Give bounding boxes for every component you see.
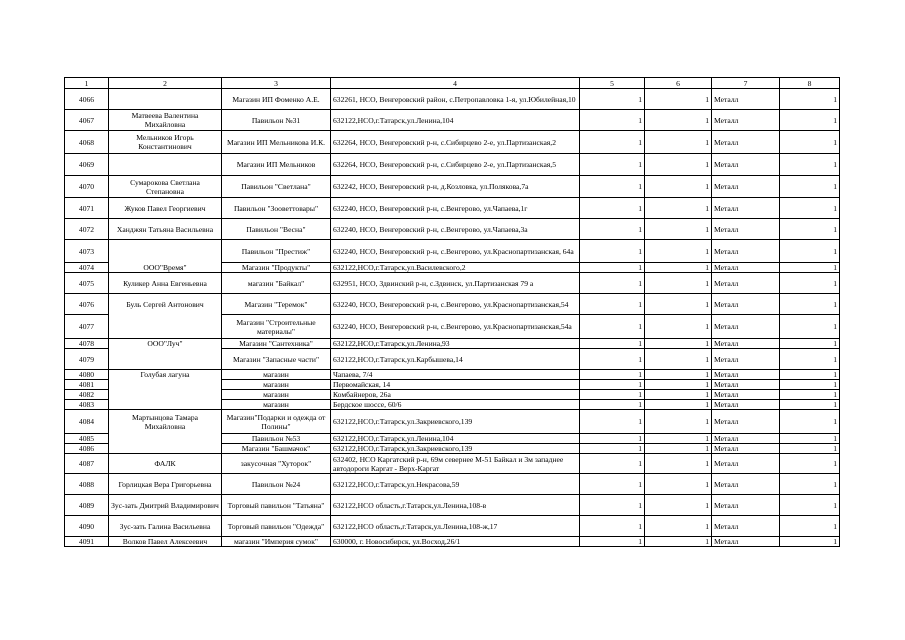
col6-value: 1 [645, 454, 712, 474]
row-number: 4088 [65, 474, 109, 495]
col5-value: 1 [580, 474, 645, 495]
row-number: 4079 [65, 349, 109, 370]
table-row [65, 474, 840, 495]
col8-value: 1 [780, 154, 840, 176]
col8-value: 1 [780, 273, 840, 294]
owner-name: Матвеева Валентина Михайловна [109, 110, 222, 131]
col6-value: 1 [645, 263, 712, 273]
owner-name [109, 154, 222, 176]
row-number: 4068 [65, 131, 109, 154]
table-row [65, 263, 840, 273]
col5-value: 1 [580, 176, 645, 198]
material: Металл [712, 516, 780, 537]
owner-name: Буль Сергей Антонович [109, 294, 222, 315]
column-header: 1 [65, 78, 109, 89]
col8-value: 1 [780, 339, 840, 349]
row-number: 4089 [65, 495, 109, 516]
material: Металл [712, 444, 780, 454]
col5-value: 1 [580, 434, 645, 444]
object-name: магазин [222, 380, 331, 390]
object-name: Павильон №31 [222, 110, 331, 131]
material: Металл [712, 240, 780, 263]
col5-value: 1 [580, 400, 645, 410]
object-address: 632122,НСО,г.Татарск,ул.Закриевского,139 [331, 444, 580, 454]
object-address: 632122,НСО,г.Татарск,ул.Некрасова,59 [331, 474, 580, 495]
col6-value: 1 [645, 198, 712, 219]
object-name: Магазин "Строительные материалы" [222, 315, 331, 339]
material: Металл [712, 370, 780, 380]
row-number: 4075 [65, 273, 109, 294]
col8-value: 1 [780, 537, 840, 547]
material: Металл [712, 294, 780, 315]
table-row [65, 198, 840, 219]
object-address: 632261, НСО, Венгеровский район, с.Петропавловка 1-я, ул.Юбилейная,10 [331, 89, 580, 110]
col5-value: 1 [580, 315, 645, 339]
col8-value: 1 [780, 110, 840, 131]
col6-value: 1 [645, 240, 712, 263]
object-address: 632240, НСО, Венгеровский р-н, с.Венгерово, ул.Чапаева,1г [331, 198, 580, 219]
object-name: Магазин "Башмачок" [222, 444, 331, 454]
row-number: 4077 [65, 315, 109, 339]
col8-value: 1 [780, 390, 840, 400]
col6-value: 1 [645, 339, 712, 349]
col6-value: 1 [645, 176, 712, 198]
column-header: 5 [580, 78, 645, 89]
object-name: магазин "Байкал" [222, 273, 331, 294]
object-address: Чапаева, 7/4 [331, 370, 580, 380]
owner-name [109, 315, 222, 339]
col8-value: 1 [780, 444, 840, 454]
object-address: 632240, НСО, Венгеровский р-н, с.Венгерово, ул.Краснопартизанская,54а [331, 315, 580, 339]
table-row [65, 454, 840, 474]
row-number: 4078 [65, 339, 109, 349]
object-name: Павильон №53 [222, 434, 331, 444]
object-name: Магазин "Теремок" [222, 294, 331, 315]
table-row [65, 315, 840, 339]
col6-value: 1 [645, 154, 712, 176]
material: Металл [712, 110, 780, 131]
col5-value: 1 [580, 131, 645, 154]
col5-value: 1 [580, 273, 645, 294]
col5-value: 1 [580, 294, 645, 315]
col5-value: 1 [580, 390, 645, 400]
table-row [65, 240, 840, 263]
col5-value: 1 [580, 110, 645, 131]
row-number: 4084 [65, 410, 109, 434]
col5-value: 1 [580, 537, 645, 547]
column-header: 6 [645, 78, 712, 89]
col5-value: 1 [580, 495, 645, 516]
col6-value: 1 [645, 390, 712, 400]
material: Металл [712, 154, 780, 176]
col6-value: 1 [645, 315, 712, 339]
col6-value: 1 [645, 349, 712, 370]
col8-value: 1 [780, 349, 840, 370]
row-number: 4066 [65, 89, 109, 110]
object-address: 632122,НСО,г.Татарск,ул.Василевского,2 [331, 263, 580, 273]
material: Металл [712, 474, 780, 495]
col5-value: 1 [580, 516, 645, 537]
object-address: 632264, НСО, Венгеровский р-н, с.Сибирцево 2-е, ул.Партизанская,5 [331, 154, 580, 176]
table-row [65, 339, 840, 349]
row-number: 4072 [65, 219, 109, 240]
row-number: 4067 [65, 110, 109, 131]
object-address: 632122,НСО область,г.Татарск,ул.Ленина,108-в [331, 495, 580, 516]
material: Металл [712, 380, 780, 390]
col6-value: 1 [645, 434, 712, 444]
col6-value: 1 [645, 370, 712, 380]
col5-value: 1 [580, 89, 645, 110]
table-row [65, 444, 840, 454]
col5-value: 1 [580, 454, 645, 474]
owner-name: Мартынцова Тамара Михайловна [109, 410, 222, 434]
material: Металл [712, 434, 780, 444]
object-name: Торговый павильон "Татьяна" [222, 495, 331, 516]
col8-value: 1 [780, 294, 840, 315]
object-name: Магазин "Продукты" [222, 263, 331, 273]
material: Металл [712, 263, 780, 273]
owner-name: Жуков Павел Георгиевич [109, 198, 222, 219]
row-number: 4074 [65, 263, 109, 273]
owner-name: Ханджян Татьяна Васильевна [109, 219, 222, 240]
table-row [65, 434, 840, 444]
row-number: 4071 [65, 198, 109, 219]
object-name: Магазин "Сантехника" [222, 339, 331, 349]
material: Металл [712, 390, 780, 400]
col5-value: 1 [580, 370, 645, 380]
row-number: 4076 [65, 294, 109, 315]
object-name: Павильон №24 [222, 474, 331, 495]
object-address: Бердское шоссе, 60/6 [331, 400, 580, 410]
col6-value: 1 [645, 516, 712, 537]
table-row [65, 495, 840, 516]
table-row [65, 390, 840, 400]
table-row [65, 380, 840, 390]
material: Металл [712, 495, 780, 516]
object-address: 632240, НСО, Венгеровский р-н, с.Венгерово, ул.Краснопартизанская,54 [331, 294, 580, 315]
col6-value: 1 [645, 89, 712, 110]
table-row [65, 294, 840, 315]
row-number: 4069 [65, 154, 109, 176]
table-row [65, 89, 840, 110]
table-row [65, 349, 840, 370]
col8-value: 1 [780, 315, 840, 339]
table-row [65, 219, 840, 240]
row-number: 4070 [65, 176, 109, 198]
registry-table [64, 77, 840, 547]
object-name: магазин [222, 400, 331, 410]
object-name: Павильон "Светлана" [222, 176, 331, 198]
owner-name: Куликер Анна Евгеньевна [109, 273, 222, 294]
material: Металл [712, 89, 780, 110]
col6-value: 1 [645, 273, 712, 294]
object-name: магазин [222, 370, 331, 380]
col5-value: 1 [580, 410, 645, 434]
col5-value: 1 [580, 444, 645, 454]
material: Металл [712, 176, 780, 198]
material: Металл [712, 273, 780, 294]
object-address: Первомайская, 14 [331, 380, 580, 390]
col8-value: 1 [780, 495, 840, 516]
object-address: 632122,НСО область,г.Татарск,ул.Ленина,108-ж,17 [331, 516, 580, 537]
owner-name: Мельников Игорь Константинович [109, 131, 222, 154]
table-row [65, 176, 840, 198]
column-header: 4 [331, 78, 580, 89]
col5-value: 1 [580, 339, 645, 349]
column-header: 7 [712, 78, 780, 89]
object-address: 632122,НСО,г.Татарск,ул.Карбышева,14 [331, 349, 580, 370]
object-address: 632122,НСО,г.Татарск,ул.Ленина,104 [331, 434, 580, 444]
owner-name [109, 434, 222, 444]
material: Металл [712, 400, 780, 410]
object-name: Магазин ИП Фоменко А.Е. [222, 89, 331, 110]
row-number: 4081 [65, 380, 109, 390]
column-header: 8 [780, 78, 840, 89]
column-header: 3 [222, 78, 331, 89]
owner-name: Волков Павел Алексеевич [109, 537, 222, 547]
row-number: 4073 [65, 240, 109, 263]
row-number: 4087 [65, 454, 109, 474]
row-number: 4086 [65, 444, 109, 454]
material: Металл [712, 198, 780, 219]
table-row [65, 131, 840, 154]
object-name: Павильон "Весна" [222, 219, 331, 240]
col6-value: 1 [645, 131, 712, 154]
col5-value: 1 [580, 219, 645, 240]
table-row [65, 273, 840, 294]
object-name: магазин "Империя сумок" [222, 537, 331, 547]
table-row [65, 370, 840, 380]
row-number: 4083 [65, 400, 109, 410]
col8-value: 1 [780, 516, 840, 537]
object-address: Комбайнеров, 26а [331, 390, 580, 400]
col6-value: 1 [645, 294, 712, 315]
table-row [65, 410, 840, 434]
object-address: 632122,НСО,г.Татарск,ул.Ленина,93 [331, 339, 580, 349]
col5-value: 1 [580, 154, 645, 176]
owner-name: ФАЛК [109, 454, 222, 474]
owner-name: Зус-зать Дмитрий Владимирович [109, 495, 222, 516]
object-name: Павильон "Престиж" [222, 240, 331, 263]
col5-value: 1 [580, 380, 645, 390]
material: Металл [712, 349, 780, 370]
col8-value: 1 [780, 400, 840, 410]
col8-value: 1 [780, 263, 840, 273]
object-address: 632242, НСО, Венгеровский р-н, д.Козловка, ул.Полякова,7а [331, 176, 580, 198]
material: Металл [712, 315, 780, 339]
row-number: 4090 [65, 516, 109, 537]
owner-name: ООО"Луч" [109, 339, 222, 349]
material: Металл [712, 219, 780, 240]
column-number-row [65, 78, 840, 89]
owner-name: Зус-зать Галина Васильевна [109, 516, 222, 537]
col6-value: 1 [645, 444, 712, 454]
owner-name: Сумарокова Светлана Степановна [109, 176, 222, 198]
owner-name [109, 380, 222, 390]
col5-value: 1 [580, 263, 645, 273]
object-name: Магазин"Подарки и одежда от Полины" [222, 410, 331, 434]
owner-name [109, 349, 222, 370]
material: Металл [712, 537, 780, 547]
material: Металл [712, 454, 780, 474]
object-name: Торговый павильон "Одежда" [222, 516, 331, 537]
owner-name: Голубая лагуна [109, 370, 222, 380]
owner-name [109, 240, 222, 263]
object-address: 632240, НСО, Венгеровский р-н, с.Венгерово, ул.Краснопартизанская, 64а [331, 240, 580, 263]
col8-value: 1 [780, 240, 840, 263]
object-name: закусочная "Хуторок" [222, 454, 331, 474]
col6-value: 1 [645, 380, 712, 390]
material: Металл [712, 131, 780, 154]
col5-value: 1 [580, 349, 645, 370]
owner-name [109, 400, 222, 410]
object-name: магазин [222, 390, 331, 400]
col5-value: 1 [580, 198, 645, 219]
col8-value: 1 [780, 176, 840, 198]
table-row [65, 154, 840, 176]
column-header: 2 [109, 78, 222, 89]
table-row [65, 516, 840, 537]
owner-name [109, 89, 222, 110]
row-number: 4080 [65, 370, 109, 380]
col8-value: 1 [780, 454, 840, 474]
row-number: 4085 [65, 434, 109, 444]
col6-value: 1 [645, 495, 712, 516]
table-row [65, 400, 840, 410]
object-address: 630000, г. Новосибирск, ул.Восход,26/1 [331, 537, 580, 547]
col6-value: 1 [645, 410, 712, 434]
object-address: 632402, НСО Каргатский р-н, 69м севернее М-51 Байкал и 3м западнее автодороги Каргат - Верх-Каргат [331, 454, 580, 474]
col8-value: 1 [780, 474, 840, 495]
material: Металл [712, 339, 780, 349]
object-name: Магазин ИП Мельникова И.К. [222, 131, 331, 154]
owner-name: ООО"Время" [109, 263, 222, 273]
table-row [65, 110, 840, 131]
col8-value: 1 [780, 198, 840, 219]
row-number: 4082 [65, 390, 109, 400]
owner-name [109, 390, 222, 400]
owner-name [109, 444, 222, 454]
col6-value: 1 [645, 537, 712, 547]
col8-value: 1 [780, 370, 840, 380]
col6-value: 1 [645, 110, 712, 131]
object-address: 632264, НСО, Венгеровский р-н, с.Сибирцево 2-е, ул.Партизанская,2 [331, 131, 580, 154]
col8-value: 1 [780, 434, 840, 444]
col5-value: 1 [580, 240, 645, 263]
col8-value: 1 [780, 131, 840, 154]
row-number: 4091 [65, 537, 109, 547]
table-body [65, 89, 840, 547]
object-name: Магазин ИП Мельников [222, 154, 331, 176]
table-row [65, 537, 840, 547]
object-address: 632122,НСО,г.Татарск,ул.Ленина,104 [331, 110, 580, 131]
object-address: 632951, НСО, Здвинский р-н, с.Здвинск, ул.Партизанская 79 а [331, 273, 580, 294]
material: Металл [712, 410, 780, 434]
object-address: 632122,НСО,г.Татарск,ул.Закриевского,139 [331, 410, 580, 434]
col8-value: 1 [780, 410, 840, 434]
col8-value: 1 [780, 380, 840, 390]
col6-value: 1 [645, 400, 712, 410]
col8-value: 1 [780, 219, 840, 240]
col6-value: 1 [645, 219, 712, 240]
owner-name: Горлицкая Вера Григорьевна [109, 474, 222, 495]
object-name: Павильон "Зооветтовары" [222, 198, 331, 219]
col6-value: 1 [645, 474, 712, 495]
object-name: Магазин "Запасные части" [222, 349, 331, 370]
object-address: 632240, НСО, Венгеровский р-н, с.Венгерово, ул.Чапаева,3а [331, 219, 580, 240]
col8-value: 1 [780, 89, 840, 110]
